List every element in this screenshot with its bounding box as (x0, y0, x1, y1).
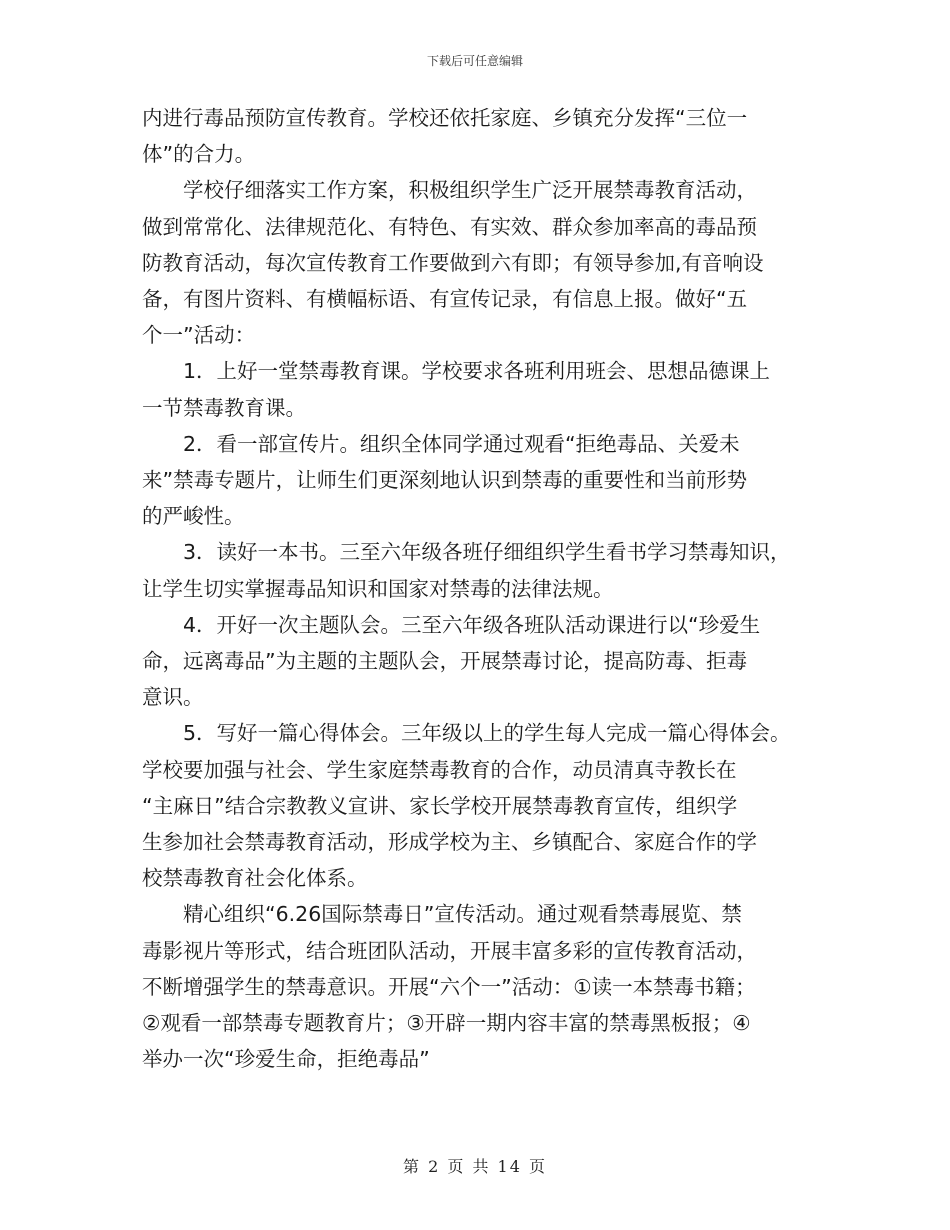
body-line-19: 学校要加强与社会、学生家庭禁毒教育的合作，动员清真寺教长在 (142, 757, 737, 782)
body-line-6: 备，有图片资料、有横幅标语、有宣传记录，有信息上报。做好“五 (142, 287, 748, 312)
body-line-12: 的严峻性。 (142, 504, 245, 529)
body-line-2: 体”的合力。 (142, 142, 256, 167)
body-line-16: 命，远离毒品”为主题的主题队会，开展禁毒讨论，提高防毒、拒毒 (142, 649, 748, 674)
body-line-17: 意识。 (142, 685, 204, 710)
body-line-14: 让学生切实掌握毒品知识和国家对禁毒的法律法规。 (142, 576, 614, 601)
body-line-8: 1．上好一堂禁毒教育课。学校要求各班利用班会、思想品德课上 (183, 359, 771, 384)
page-header: 下载后可任意编辑 (426, 54, 523, 68)
body-line-21: 生参加社会禁毒教育活动，形成学校为主、乡镇配合、家庭合作的学 (142, 830, 757, 855)
body-line-9: 一节禁毒教育课。 (142, 395, 306, 420)
body-line-27: 举办一次“珍爱生命，拒绝毒品” (142, 1047, 430, 1072)
body-line-11: 来”禁毒专题片，让师生们更深刻地认识到禁毒的重要性和当前形势 (142, 468, 748, 493)
body-line-1: 内进行毒品预防宣传教育。学校还依托家庭、乡镇充分发挥“三位一 (142, 106, 748, 130)
body-line-10: 2．看一部宣传片。组织全体同学通过观看“拒绝毒品、关爱未 (183, 431, 740, 456)
body-line-23: 精心组织“6.26国际禁毒日”宣传活动。通过观看禁毒展览、禁 (183, 902, 742, 927)
body-line-13: 3．读好一本书。三至六年级各班仔细组织学生看书学习禁毒知识， (183, 540, 791, 565)
body-line-5: 防教育活动，每次宣传教育工作要做到六有即；有领导参加,有音响设 (142, 250, 764, 275)
body-line-15: 4．开好一次主题队会。三至六年级各班队活动课进行以“珍爱生 (183, 612, 761, 637)
body-line-22: 校禁毒教育社会化体系。 (142, 866, 368, 891)
body-line-24: 毒影视片等形式，结合班团队活动，开展丰富多彩的宣传教育活动， (142, 938, 757, 963)
body-line-18: 5．写好一篇心得体会。三年级以上的学生每人完成一篇心得体会。 (183, 721, 791, 746)
body-line-7: 个一”活动： (142, 323, 256, 348)
body-line-20: “主麻日”结合宗教教义宣讲、家长学校开展禁毒教育宣传，组织学 (142, 793, 738, 818)
body-line-25: 不断增强学生的禁毒意识。开展“六个一”活动：①读一本禁毒书籍； (142, 974, 756, 999)
page-number-footer: 第 2 页 共 14 页 (403, 1157, 547, 1176)
document-body (142, 100, 832, 1077)
body-line-4: 做到常常化、法律规范化、有特色、有实效、群众参加率高的毒品预 (142, 214, 757, 239)
body-line-3: 学校仔细落实工作方案，积极组织学生广泛开展禁毒教育活动， (183, 178, 757, 203)
body-line-26: ②观看一部禁毒专题教育片；③开辟一期内容丰富的禁毒黑板报；④ (142, 1011, 751, 1036)
